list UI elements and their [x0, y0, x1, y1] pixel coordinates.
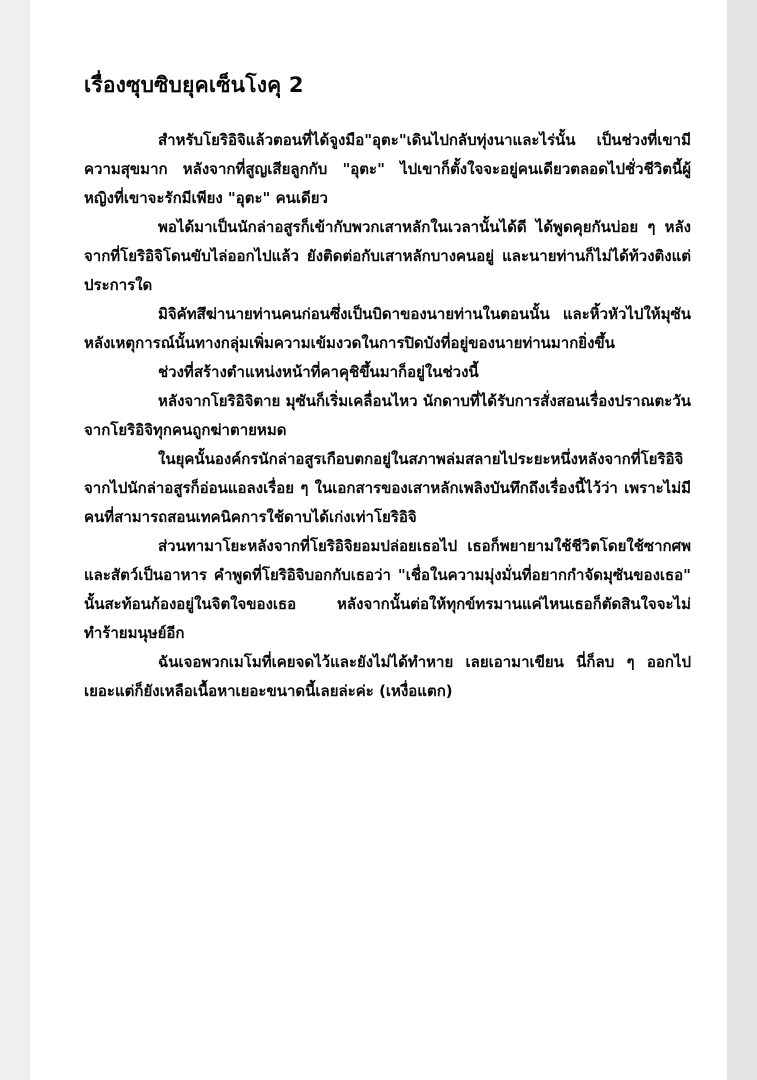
paragraph: ช่วงที่สร้างตำแหน่งหน้าที่คาคุชิขึ้นมาก็อยู่ในช่วงนี้: [158, 363, 479, 381]
paragraph: ส่วนทามาโยะหลังจากที่โยริอิจิยอมปล่อยเธอไป เธอก็พยายามใช้ชีวิตโดยใช้ซากศพและสัตว์เป็นอาหาร คำพูดที่โยริอิจิบอกกับเธอว่า "เชื่อในความมุ่งมั่นที่อยากกำจัดมุซันของเธอ" นั้นสะท้อนก้องอยู่ในจิตใจของเธอ หลังจากนั้นต่อให้ทุกข์ทรมานแค่ไหนเธอก็ตัดสินใจจะไม่ทำร้ายมนุษย์อีก: [84, 537, 691, 642]
paragraph: หลังจากโยริอิจิตาย มุซันก็เริ่มเคลื่อนไหว นักดาบที่ได้รับการสั่งสอนเรื่องปราณตะวันจากโยริอิจิทุกคนถูกฆ่าตายหมด: [84, 392, 691, 439]
paragraph: ฉันเจอพวกเมโมที่เคยจดไว้และยังไม่ได้ทำหาย เลยเอามาเขียน นี่ก็ลบ ๆ ออกไปเยอะแต่ก็ยังเหลือเนื้อหาเยอะขนาดนี้เลยล่ะค่ะ (เหงื่อแตก): [84, 653, 691, 700]
paragraph: ในยุคนั้นองค์กรนักล่าอสูรเกือบตกอยู่ในสภาพล่มสลายไประยะหนึ่งหลังจากที่โยริอิจิจากไปนักล่าอสูรก็อ่อนแอลงเรื่อย ๆ ในเอกสารของเสาหลักเพลิงบันทึกถึงเรื่องนี้ไว้ว่า เพราะไม่มีคนที่สามารถสอนเทคนิคการใช้ดาบได้เก่งเท่าโยริอิจิ: [84, 450, 691, 526]
paragraph: พอได้มาเป็นนักล่าอสูรก็เข้ากับพวกเสาหลักในเวลานั้นได้ดี ได้พูดคุยกันบ่อย ๆ หลังจากที่โยริอิจิโดนขับไล่ออกไปแล้ว ยังติดต่อกับเสาหลักบางคนอยู่ และนายท่านก็ไม่ได้ท้วงติงแต่ประการใด: [84, 218, 691, 294]
document-title: เรื่องซุบซิบยุคเซ็นโงคุ 2: [84, 73, 304, 97]
right-margin-strip: [727, 0, 757, 1080]
paragraph: มิจิคัทสึฆ่านายท่านคนก่อนซึ่งเป็นบิดาของนายท่านในตอนนั้น และหิ้วหัวไปให้มุซัน หลังเหตุการณ์นั้นทางกลุ่มเพิ่มความเข้มงวดในการปิดบังที่อยู่ของนายท่านมากยิ่งขึ้น: [84, 305, 691, 352]
document-page: [30, 0, 727, 1080]
left-margin-strip: [0, 0, 30, 1080]
paragraph: สำหรับโยริอิจิแล้วตอนที่ได้จูงมือ"อุตะ"เดินไปกลับทุ่งนาและไร่นั้น เป็นช่วงที่เขามีความสุขมาก หลังจากที่สูญเสียลูกกับ "อุตะ" ไปเขาก็ตั้งใจจะอยู่คนเดียวตลอดไปชั่วชีวิตนี้ผู้หญิงที่เขาจะรักมีเพียง "อุตะ" คนเดียว: [84, 131, 691, 207]
